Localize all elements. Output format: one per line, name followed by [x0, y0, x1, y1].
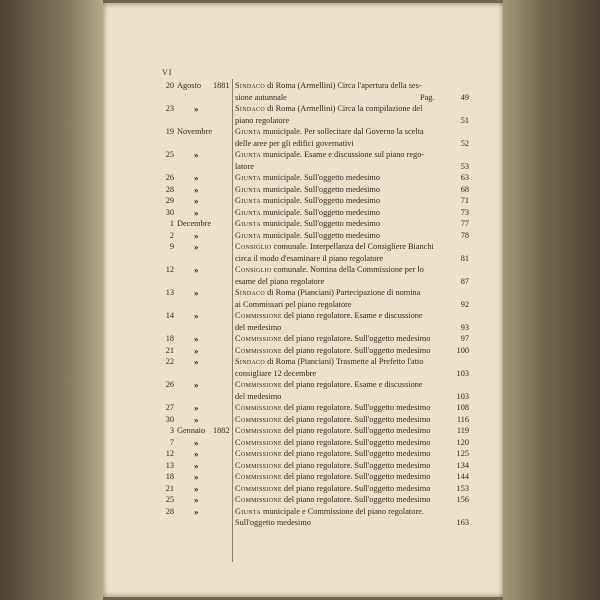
entry-month: Novembre: [177, 127, 213, 136]
entry-text: [235, 207, 380, 219]
entry-day: 13: [165, 460, 174, 470]
index-entry: [0, 471, 600, 483]
index-entry: [0, 80, 600, 92]
ditto-mark: »: [194, 414, 199, 425]
entry-day: 20: [165, 81, 174, 90]
index-entry: [0, 437, 600, 449]
entry-page-number: 51: [460, 115, 469, 125]
index-entry: [0, 356, 600, 368]
index-entry: [0, 103, 600, 115]
entry-text: [235, 103, 422, 115]
entry-day: 9: [169, 242, 174, 251]
entry-page-number: 87: [460, 276, 469, 286]
ditto-mark: »: [194, 437, 199, 448]
index-entry-continuation: [0, 299, 600, 311]
entry-description: comunale. Interpellanza del Consigliere Bianchi: [271, 242, 434, 251]
page-folio: VI: [162, 68, 173, 77]
entry-text: [235, 402, 430, 414]
index-entry-continuation: [0, 115, 600, 127]
entry-description: comunale. Nomina della Commissione per lo: [271, 265, 424, 274]
entry-description: municipale e Commissione del piano regolatore.: [260, 506, 424, 516]
entry-year: 1882: [213, 426, 230, 435]
entry-continuation-text: consigliare 12 decembre: [235, 368, 317, 378]
entry-heading: Commissione: [235, 460, 282, 470]
ditto-mark: »: [194, 357, 199, 367]
entry-page-number: 93: [460, 322, 469, 332]
index-entry: [0, 460, 600, 472]
ditto-mark: »: [194, 345, 199, 356]
ditto-mark: »: [194, 460, 199, 471]
ditto-mark: »: [194, 483, 199, 494]
entry-page-number: 156: [456, 495, 469, 504]
entry-text: [235, 414, 430, 426]
entry-day: 25: [165, 150, 174, 159]
entry-description: del piano regolatore. Sull'oggetto medesimo: [281, 472, 431, 481]
entry-heading: Commissione: [235, 334, 282, 343]
entry-day: 26: [165, 380, 174, 389]
entry-description: municipale. Sull'oggetto medesimo: [260, 219, 381, 228]
index-entry: [0, 310, 600, 322]
index-entry: [0, 345, 600, 357]
entry-text: [235, 379, 423, 391]
entry-heading: Sindaco: [235, 357, 266, 366]
ditto-mark: »: [194, 506, 199, 517]
entry-description: del piano regolatore. Sull'oggetto medesimo: [281, 334, 431, 343]
entry-continuation-text: Sull'oggetto medesimo: [235, 518, 311, 527]
ditto-mark: »: [194, 311, 199, 321]
entry-description: municipale. Sull'oggetto medesimo: [260, 207, 381, 217]
index-entry: [0, 195, 600, 207]
ditto-mark: »: [194, 334, 199, 344]
entry-text: [235, 172, 380, 184]
ditto-mark: »: [194, 196, 199, 206]
entry-day: 12: [165, 449, 174, 458]
entry-description: del piano regolatore. Sull'oggetto medesimo: [281, 403, 431, 412]
entry-page-number: 144: [456, 472, 469, 481]
entry-description: municipale. Esame e discussione sul piano rego-: [260, 150, 425, 159]
entry-page-number: 77: [460, 219, 469, 228]
entry-page-number: 108: [456, 403, 469, 412]
index-entry-continuation: [0, 253, 600, 265]
entry-continuation-text: delle aree per gli edifici governativi: [235, 138, 354, 148]
entry-day: 28: [165, 184, 174, 194]
entry-day: 3: [169, 426, 174, 435]
entry-day: 25: [165, 495, 174, 504]
entry-text: [235, 184, 380, 196]
entry-day: 13: [165, 288, 174, 297]
ditto-mark: »: [194, 265, 199, 275]
entry-heading: Consiglio: [235, 265, 272, 274]
entry-heading: Commissione: [235, 483, 282, 493]
index-entry: [0, 264, 600, 276]
entry-heading: Giunta: [235, 230, 261, 240]
entry-description: del piano regolatore. Esame e discussione: [281, 380, 423, 389]
entry-heading: Commissione: [235, 495, 282, 504]
ditto-mark: »: [194, 449, 199, 459]
entry-month: Agosto: [177, 81, 201, 90]
entry-text: [235, 287, 420, 299]
index-entry-continuation: [0, 138, 600, 150]
entry-description: del piano regolatore. Sull'oggetto medesimo: [281, 345, 431, 355]
entry-text: [235, 425, 430, 437]
entry-day: 1: [169, 219, 174, 228]
entry-heading: Commissione: [235, 472, 282, 481]
ditto-mark: »: [194, 150, 199, 160]
entry-month: Gennaio: [177, 426, 206, 435]
entry-heading: Giunta: [235, 127, 261, 136]
ditto-mark: »: [194, 207, 199, 218]
pag-label: Pag.: [420, 92, 435, 102]
entry-description: del piano regolatore. Sull'oggetto medesimo: [281, 449, 431, 458]
entry-text: [235, 448, 430, 460]
entry-page-number: 71: [460, 196, 469, 205]
entry-page-number: 68: [460, 184, 469, 194]
entry-page-number: 92: [460, 299, 469, 309]
entry-day: 22: [165, 357, 174, 366]
index-entry: [0, 425, 600, 437]
entry-description: del piano regolatore. Esame e discussione: [281, 311, 423, 320]
index-entry: [0, 149, 600, 161]
entry-text: [235, 126, 424, 138]
entry-year: 1881: [213, 81, 230, 90]
entry-heading: Commissione: [235, 426, 282, 435]
entry-page-number: 134: [456, 460, 469, 470]
index-entry: [0, 172, 600, 184]
entry-page-number: 100: [456, 345, 469, 355]
index-entry: [0, 448, 600, 460]
entry-page-number: 53: [460, 161, 469, 171]
entry-day: 30: [165, 207, 174, 217]
index-entry: [0, 333, 600, 345]
entry-continuation-text: sione autunnale: [235, 92, 287, 102]
index-entry: [0, 230, 600, 242]
entry-page-number: 81: [460, 253, 469, 263]
index-entry: [0, 506, 600, 518]
ditto-mark: »: [194, 104, 199, 114]
index-entry: [0, 402, 600, 414]
entry-text: [235, 356, 423, 368]
entry-page-number: 120: [456, 437, 469, 447]
entry-text: [235, 230, 380, 242]
entry-description: di Roma (Armellini) Circa l'apertura della ses-: [265, 81, 422, 90]
entry-text: [235, 241, 434, 253]
entry-heading: Commissione: [235, 414, 282, 424]
entry-heading: Commissione: [235, 380, 282, 389]
entry-description: del piano regolatore. Sull'oggetto medesimo: [281, 437, 431, 447]
entry-heading: Sindaco: [235, 104, 266, 113]
entry-description: del piano regolatore. Sull'oggetto medesimo: [281, 426, 431, 435]
index-entry-continuation: [0, 322, 600, 334]
entry-heading: Sindaco: [235, 81, 266, 90]
entry-heading: Giunta: [235, 150, 261, 159]
entry-text: [235, 195, 380, 207]
entry-description: del piano regolatore. Sull'oggetto medesimo: [281, 483, 431, 493]
entry-page-number: 103: [456, 368, 469, 378]
index-entry-continuation: [0, 92, 600, 104]
index-entry: [0, 126, 600, 138]
index-entry: [0, 207, 600, 219]
index-entry: [0, 287, 600, 299]
entry-continuation-text: esame del piano regolatore: [235, 276, 325, 286]
entry-page-number: 153: [456, 483, 469, 493]
ditto-mark: »: [194, 184, 199, 195]
ditto-mark: »: [194, 173, 199, 183]
entry-heading: Sindaco: [235, 288, 266, 297]
entry-text: [235, 483, 430, 495]
ditto-mark: »: [194, 288, 199, 298]
entry-day: 30: [165, 414, 174, 424]
entry-month: Decembre: [177, 219, 212, 228]
entry-page-number: 103: [456, 391, 469, 401]
entry-heading: Giunta: [235, 207, 261, 217]
entry-day: 28: [165, 506, 174, 516]
entry-heading: Consiglio: [235, 242, 272, 251]
entry-text: [235, 471, 430, 483]
entry-description: di Roma (Pianciani) Trasmette al Prefetto l'atto: [265, 357, 424, 366]
entry-text: [235, 506, 424, 518]
entry-heading: Giunta: [235, 196, 261, 205]
entry-day: 18: [165, 334, 174, 343]
entry-heading: Commissione: [235, 403, 282, 412]
entry-page-number: 73: [460, 207, 469, 217]
entry-page-number: 125: [456, 449, 469, 458]
ditto-mark: »: [194, 242, 199, 252]
index-entry: [0, 483, 600, 495]
entry-text: [235, 149, 424, 161]
index-entry: [0, 241, 600, 253]
entry-heading: Giunta: [235, 184, 261, 194]
entry-text: [235, 333, 430, 345]
entry-day: 2: [169, 230, 174, 240]
entry-day: 29: [165, 196, 174, 205]
entry-heading: Giunta: [235, 173, 261, 182]
index-entry-continuation: [0, 391, 600, 403]
index-entry: [0, 184, 600, 196]
entry-heading: Giunta: [235, 219, 261, 228]
ditto-mark: »: [194, 230, 199, 241]
entry-description: del piano regolatore. Sull'oggetto medesimo: [281, 460, 431, 470]
entry-heading: Giunta: [235, 506, 261, 516]
index-entry-continuation: [0, 368, 600, 380]
entry-day: 18: [165, 472, 174, 481]
entry-page-number: 163: [456, 518, 469, 527]
ditto-mark: »: [194, 495, 199, 505]
entry-page-number: 116: [456, 414, 469, 424]
ditto-mark: »: [194, 403, 199, 413]
entry-page-number: 52: [460, 138, 469, 148]
index-entry-continuation: [0, 161, 600, 173]
ditto-mark: »: [194, 380, 199, 390]
entry-continuation-text: ai Commissari pel piano regolatore: [235, 299, 352, 309]
entry-text: [235, 80, 422, 92]
entry-day: 27: [165, 403, 174, 412]
entry-page-number: 63: [460, 173, 469, 182]
index-entry-continuation: [0, 276, 600, 288]
entry-text: [235, 437, 430, 449]
entry-description: di Roma (Pianciani) Partecipazione di nomina: [265, 288, 421, 297]
entry-description: municipale. Per sollecitare dal Governo la scelta: [260, 127, 424, 136]
ditto-mark: »: [194, 472, 199, 482]
entry-heading: Commissione: [235, 449, 282, 458]
entry-day: 12: [165, 265, 174, 274]
entry-page-number: 78: [460, 230, 469, 240]
entry-text: [235, 460, 430, 472]
entry-day: 21: [165, 345, 174, 355]
entry-continuation-text: del medesimo: [235, 391, 282, 401]
entry-page-number: 97: [460, 334, 469, 343]
index-entry: [0, 218, 600, 230]
entry-heading: Commissione: [235, 437, 282, 447]
index-entry: [0, 379, 600, 391]
entry-text: [235, 494, 430, 506]
entry-description: municipale. Sull'oggetto medesimo: [260, 196, 381, 205]
entry-text: [235, 345, 430, 357]
entry-text: [235, 218, 380, 230]
entry-text: [235, 264, 424, 276]
entry-continuation-text: piano regolatore: [235, 115, 290, 125]
index-entry: [0, 494, 600, 506]
entry-description: municipale. Sull'oggetto medesimo: [260, 230, 381, 240]
index-entry-continuation: [0, 517, 600, 529]
entry-day: 26: [165, 173, 174, 182]
entry-heading: Commissione: [235, 345, 282, 355]
entry-page-number: 119: [456, 426, 469, 435]
entry-description: di Roma (Armellini) Circa la compilazione del: [265, 104, 423, 113]
entry-day: 23: [165, 104, 174, 113]
entry-day: 19: [165, 127, 174, 136]
entry-heading: Commissione: [235, 311, 282, 320]
entry-page-number: 49: [460, 92, 469, 102]
entry-continuation-text: del medesimo: [235, 322, 282, 332]
entry-text: [235, 310, 423, 322]
entry-description: municipale. Sull'oggetto medesimo: [260, 184, 381, 194]
entry-description: municipale. Sull'oggetto medesimo: [260, 173, 381, 182]
entry-continuation-text: circa il modo d'esaminare il piano regolatore: [235, 253, 384, 263]
index-entry: [0, 414, 600, 426]
entry-day: 7: [169, 437, 174, 447]
entry-description: del piano regolatore. Sull'oggetto medesimo: [281, 495, 431, 504]
entry-day: 14: [165, 311, 174, 320]
entry-description: del piano regolatore. Sull'oggetto medesimo: [281, 414, 431, 424]
entry-continuation-text: latore: [235, 161, 254, 171]
entry-day: 21: [165, 483, 174, 493]
